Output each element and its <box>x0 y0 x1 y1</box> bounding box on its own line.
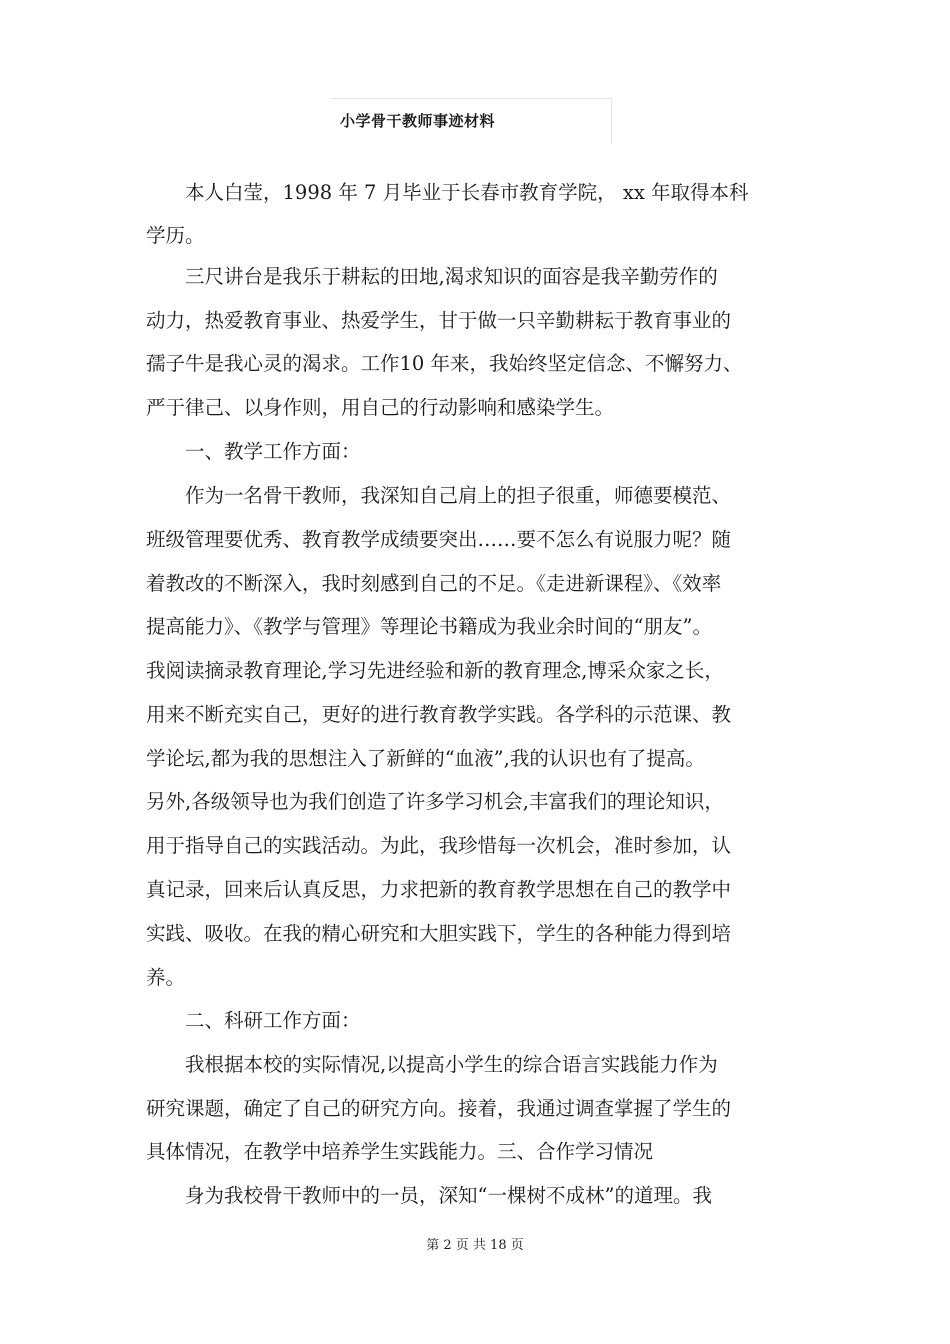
body-line: 二、科研工作方面： <box>146 1009 361 1032</box>
page-number: 第 2 页 共 18 页 <box>426 1238 524 1253</box>
body-line: 动力，热爱教育事业、热爱学生，甘于做一只辛勤耕耘于教育事业的 <box>146 309 732 332</box>
body-line: 另外,各级领导也为我们创造了许多学习机会,丰富我们的理论知识， <box>146 790 724 813</box>
body-line: 我根据本校的实际情况,以提高小学生的综合语言实践能力作为 <box>146 1053 718 1076</box>
body-line: 用来不断充实自己，更好的进行教育教学实践。各学科的示范课、教 <box>146 703 732 726</box>
body-line: 一、教学工作方面： <box>146 440 361 463</box>
body-line: 真记录，回来后认真反思，力求把新的教育教学思想在自己的教学中 <box>146 878 732 901</box>
document-title: 小学骨干教师事迹材料 <box>340 112 496 130</box>
body-line: 三尺讲台是我乐于耕耘的田地,渴求知识的面容是我辛勤劳作的 <box>146 265 718 288</box>
body-line: 用于指导自己的实践活动。为此，我珍惜每一次机会，准时参加，认 <box>146 834 732 857</box>
body-line: 班级管理要优秀、教育教学成绩要突出……要不怎么有说服力呢？随 <box>146 528 732 551</box>
body-line: 本人白莹，1998 年 7 月毕业于长春市教育学院， xx 年取得本科 <box>146 181 749 204</box>
body-line: 着教改的不断深入，我时刻感到自己的不足。《走进新课程》、《效率 <box>146 572 722 595</box>
body-line: 养。 <box>146 966 186 989</box>
body-line: 孺子牛是我心灵的渴求。工作10 年来，我始终坚定信念、不懈努力、 <box>146 352 743 375</box>
body-line: 研究课题，确定了自己的研究方向。接着，我通过调查掌握了学生的 <box>146 1097 732 1120</box>
body-line: 作为一名骨干教师，我深知自己肩上的担子很重，师德要模范、 <box>146 484 732 507</box>
body-line: 提高能力》、《教学与管理》等理论书籍成为我业余时间的“朋友”。 <box>146 615 712 638</box>
body-line: 学论坛,都为我的思想注入了新鲜的“血液”,我的认识也有了提高。 <box>146 747 705 770</box>
body-line: 具体情况，在教学中培养学生实践能力。三、合作学习情况 <box>146 1140 654 1163</box>
body-line: 学历。 <box>146 224 205 247</box>
body-line: 身为我校骨干教师中的一员，深知“一棵树不成林”的道理。我 <box>146 1184 712 1207</box>
body-line: 实践、吸收。在我的精心研究和大胆实践下，学生的各种能力得到培 <box>146 922 732 945</box>
body-line: 严于律己、以身作则，用自己的行动影响和感染学生。 <box>146 396 615 419</box>
body-line: 我阅读摘录教育理论,学习先进经验和新的教育理念,博采众家之长， <box>146 659 724 682</box>
